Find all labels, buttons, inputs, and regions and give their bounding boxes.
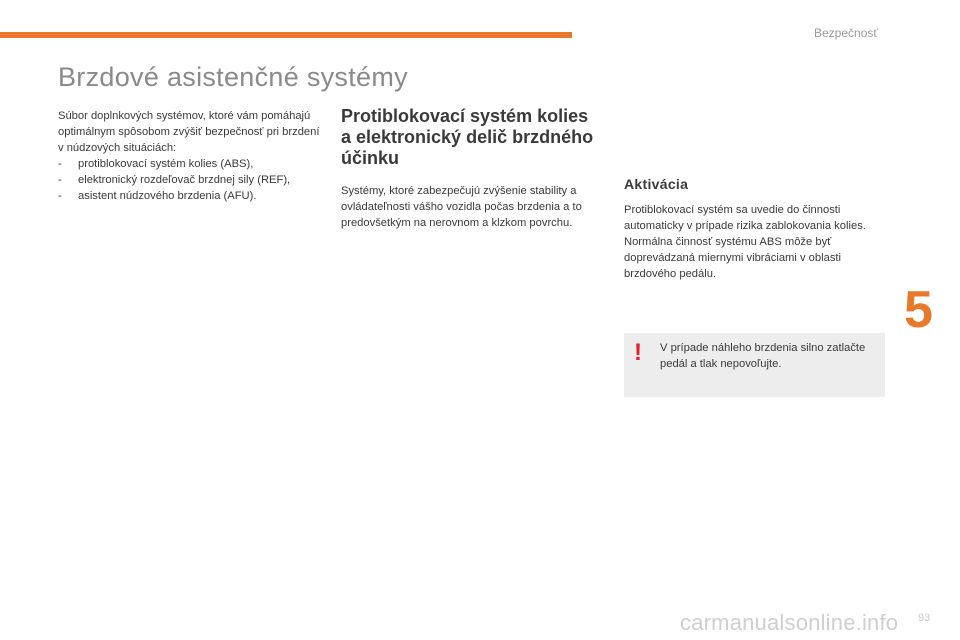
activation-text-2: Normálna činnosť systému ABS môže byť doprevádzaná miernymi vibráciami v oblasti brzdového pedálu. bbox=[624, 236, 842, 280]
intro-text: Súbor doplnkových systémov, ktoré vám pomáhajú optimálnym spôsobom zvýšiť bezpečnosť pri brzdení v núdzových situáciách: bbox=[58, 110, 320, 154]
list-item: - elektronický rozdeľovač brzdnej sily (REF), bbox=[58, 174, 291, 186]
abs-text: Systémy, ktoré zabezpečujú zvýšenie stability a ovládateľnosti vášho vozidla počas brzdenia a to predovšetkým na nerovnom a klzkom povrchu. bbox=[341, 185, 582, 229]
abs-heading: Protiblokovací systém kolies a elektronický delič brzdného účinku bbox=[341, 106, 594, 168]
page-title: Brzdové asistenčné systémy bbox=[58, 62, 408, 92]
intro-column bbox=[58, 108, 320, 204]
warning-box bbox=[624, 333, 885, 397]
activation-text-1: Protiblokovací systém sa uvedie do činnosti automaticky v prípade rizika zablokovania kolies. bbox=[624, 204, 866, 232]
abs-section bbox=[341, 106, 603, 231]
page-number: 93 bbox=[918, 612, 931, 624]
activation-heading: Aktivácia bbox=[624, 176, 689, 192]
activation-section bbox=[624, 176, 874, 282]
header-accent-bar bbox=[0, 32, 572, 38]
list-item: - asistent núdzového brzdenia (AFU). bbox=[58, 190, 257, 202]
chapter-number: 5 bbox=[904, 281, 933, 339]
watermark: carmanualsonline.info bbox=[680, 610, 899, 635]
list-item: - protiblokovací systém kolies (ABS), bbox=[58, 158, 254, 170]
warning-text: V prípade náhleho brzdenia silno zatlačte pedál a tlak nepovoľujte. bbox=[660, 342, 866, 370]
section-label: Bezpečnosť bbox=[814, 26, 878, 40]
intro-list bbox=[58, 156, 320, 204]
exclamation-warning-icon: ! bbox=[634, 339, 642, 366]
